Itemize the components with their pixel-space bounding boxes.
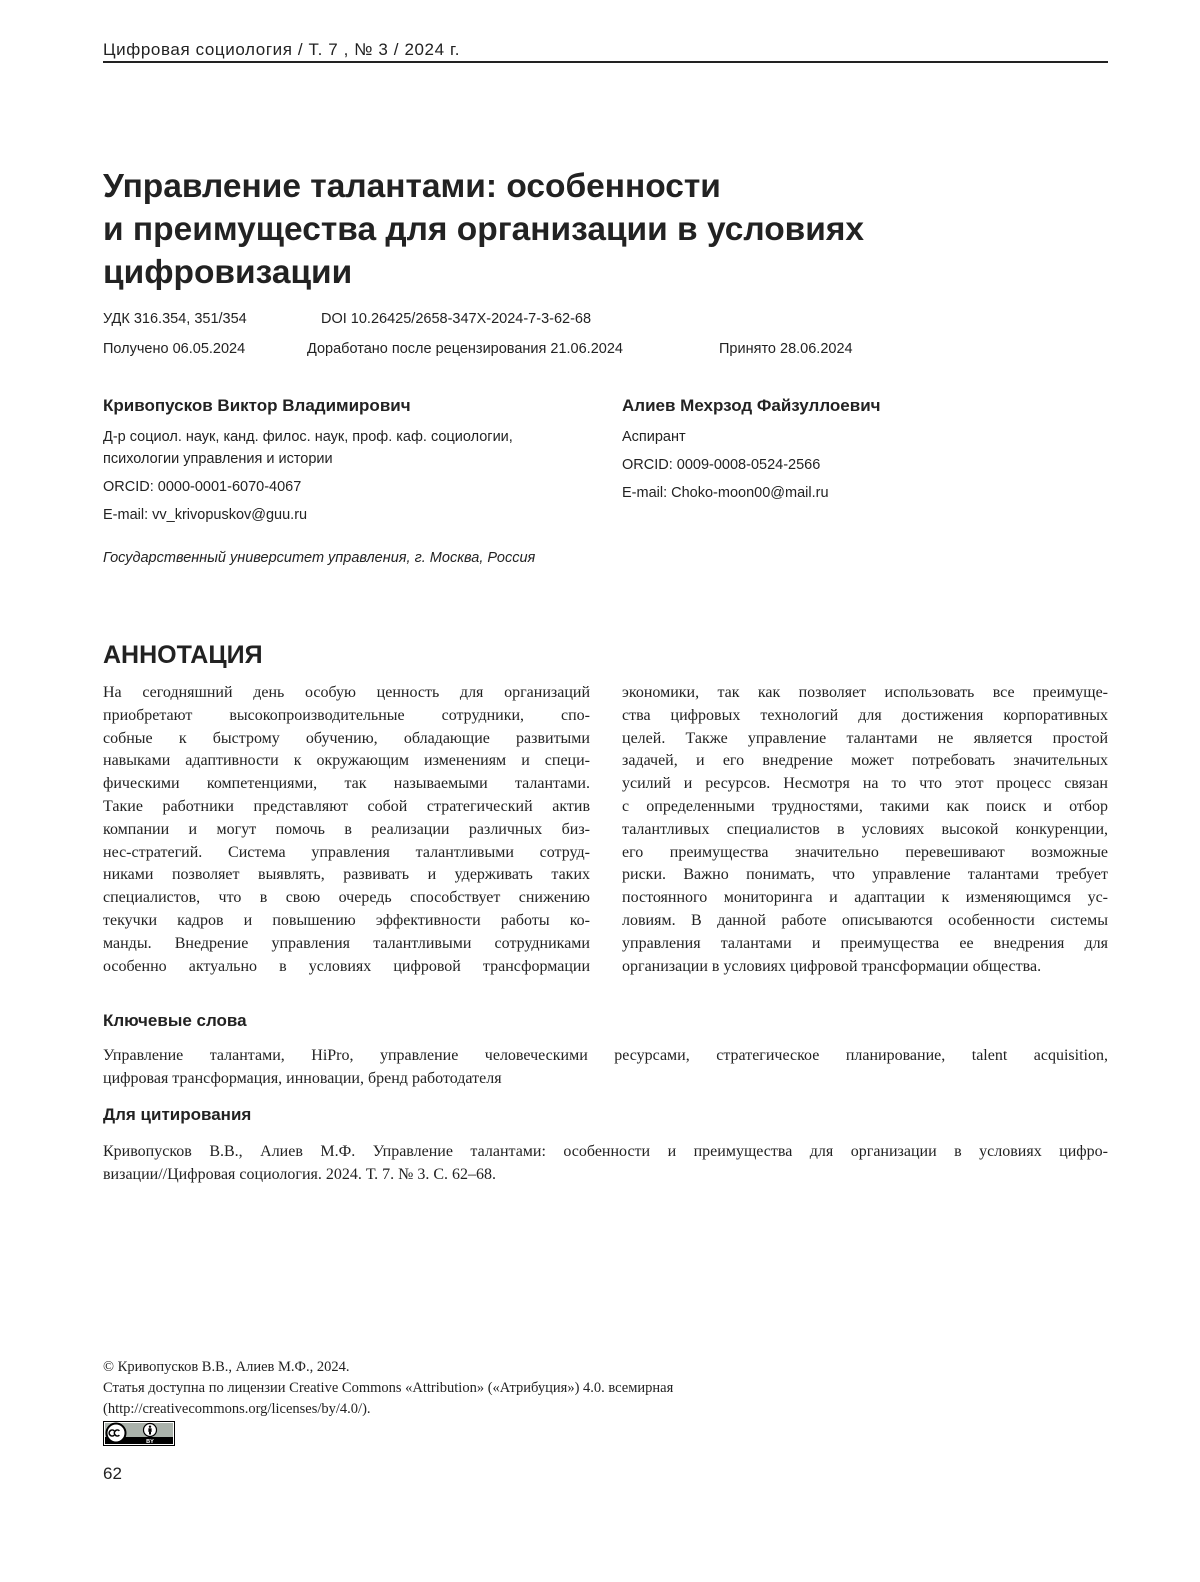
abstract-line: фическими компетенциями, так называемыми талантами. [103, 775, 590, 793]
accepted-date: Принято 28.06.2024 [719, 341, 853, 357]
abstract-line: компании и могут помочь в реализации различных биз- [103, 820, 590, 838]
abstract-line: талантливых специалистов в условиях высокой конкуренции, [622, 820, 1108, 838]
badge-by-label: BY [146, 1439, 154, 1445]
keywords-text [103, 1044, 1108, 1090]
abstract-line: На сегодняшний день особую ценность для организаций [103, 684, 590, 701]
author-1 [103, 396, 513, 526]
title-line: цифровизации [103, 254, 353, 291]
abstract-heading: АННОТАЦИЯ [103, 641, 263, 669]
revised-date: Доработано после рецензирования 21.06.2024 [307, 341, 623, 357]
abstract-line: постоянного мониторинга и адаптации к изменяющимся ус- [622, 889, 1108, 907]
abstract-line: задачей, и его внедрение может потребовать значительных [622, 752, 1108, 770]
attribution-icon [144, 1424, 157, 1437]
author-position: Д-р социол. наук, канд. филос. наук, проф. каф. социологии, [103, 429, 513, 445]
cc-by-license-badge[interactable] [103, 1421, 175, 1446]
abstract-line: навыками адаптивности к окружающим изменениям и специ- [103, 752, 590, 770]
author-orcid: ORCID: 0000-0001-6070-4067 [103, 479, 302, 495]
abstract-line: Такие работники представляют собой стратегический актив [103, 797, 590, 815]
udk: УДК 316.354, 351/354 [103, 311, 247, 327]
abstract-line: нес-стратегий. Система управления талантливыми сотруд- [103, 843, 590, 861]
keywords-line: Управление талантами, HiPro, управление человеческими ресурсами, стратегическое планирование, talent acquisition, [103, 1047, 1108, 1064]
abstract-line: с определенными трудностями, такими как поиск и отбор [622, 797, 1108, 815]
author-name: Кривопусков Виктор Владимирович [103, 396, 411, 415]
author-position: Аспирант [622, 429, 686, 445]
abstract-line: ства цифровых технологий для достижения корпоративных [622, 706, 1108, 724]
abstract-line: его преимущества значительно перевешивают возможные [622, 843, 1108, 861]
copyright-line: © Кривопусков В.В., Алиев М.Ф., 2024. [103, 1359, 350, 1375]
abstract-line: собные к быстрому обучению, обладающие развитыми [103, 729, 590, 747]
author-orcid: ORCID: 0009-0008-0524-2566 [622, 457, 821, 473]
abstract-line: приобретают высокопроизводительные сотрудники, спо- [103, 706, 590, 724]
abstract-line: никами позволяет выявлять, развивать и удерживать таких [103, 866, 590, 884]
author-email: E-mail: vv_krivopuskov@guu.ru [103, 507, 308, 523]
author-email: E-mail: Choko-moon00@mail.ru [622, 485, 829, 501]
license-url[interactable]: (http://creativecommons.org/licenses/by/4.0/). [103, 1401, 371, 1417]
author-2 [622, 396, 881, 504]
page-number: 62 [103, 1464, 122, 1483]
abstract-line: манды. Внедрение управления талантливыми сотрудниками [103, 934, 590, 952]
abstract-line: риски. Важно понимать, что управление талантами требует [622, 866, 1108, 884]
abstract-line: специалистов, что в свою очередь способствует снижению [103, 889, 590, 907]
keywords-heading: Ключевые слова [103, 1011, 247, 1030]
cc-icon [107, 1424, 126, 1443]
affiliation: Государственный университет управления, г. Москва, Россия [103, 550, 536, 566]
author-name: Алиев Мехрзод Файзуллоевич [622, 396, 881, 415]
article-title [103, 165, 1103, 294]
abstract-line: экономики, так как позволяет использовать все преимуще- [622, 684, 1108, 701]
abstract-line: управления талантами и преимущества ее внедрения для [622, 934, 1108, 952]
citation-line: визации//Цифровая социология. 2024. Т. 7. № 3. С. 62–68. [103, 1166, 496, 1183]
abstract-left-column [103, 682, 590, 978]
title-line: и преимущества для организации в условиях [103, 211, 865, 248]
citation-line: Кривопусков В.В., Алиев М.Ф. Управление талантами: особенности и преимущества для организации в условиях цифро- [103, 1143, 1108, 1160]
citation-heading: Для цитирования [103, 1105, 252, 1124]
keywords-line: цифровая трансформация, инновации, бренд работодателя [103, 1070, 502, 1087]
abstract-line: ловиям. В данной работе описываются особенности системы [622, 911, 1108, 929]
doi: DOI 10.26425/2658-347X-2024-7-3-62-68 [321, 311, 592, 327]
abstract-line: особенно актуально в условиях цифровой трансформации [103, 957, 590, 975]
running-header: Цифровая социология / Т. 7 , № 3 / 2024 г. [103, 40, 461, 59]
abstract-line: целей. Также управление талантами не является простой [622, 729, 1108, 747]
abstract-line: организации в условиях цифровой трансформации общества. [622, 957, 1042, 975]
abstract-line: усилий и ресурсов. Несмотря на то что этот процесс связан [622, 775, 1108, 793]
title-line: Управление талантами: особенности [103, 168, 721, 205]
header-rule [103, 61, 1108, 63]
license-line: Статья доступна по лицензии Creative Commons «Attribution» («Атрибуция») 4.0. всемирная [103, 1380, 674, 1396]
citation-text [103, 1140, 1108, 1186]
author-position: психологии управления и истории [103, 451, 333, 467]
abstract-right-column [622, 682, 1108, 978]
received-date: Получено 06.05.2024 [103, 341, 246, 357]
abstract-line: текучки кадров и повышению эффективности работы ко- [103, 911, 590, 929]
